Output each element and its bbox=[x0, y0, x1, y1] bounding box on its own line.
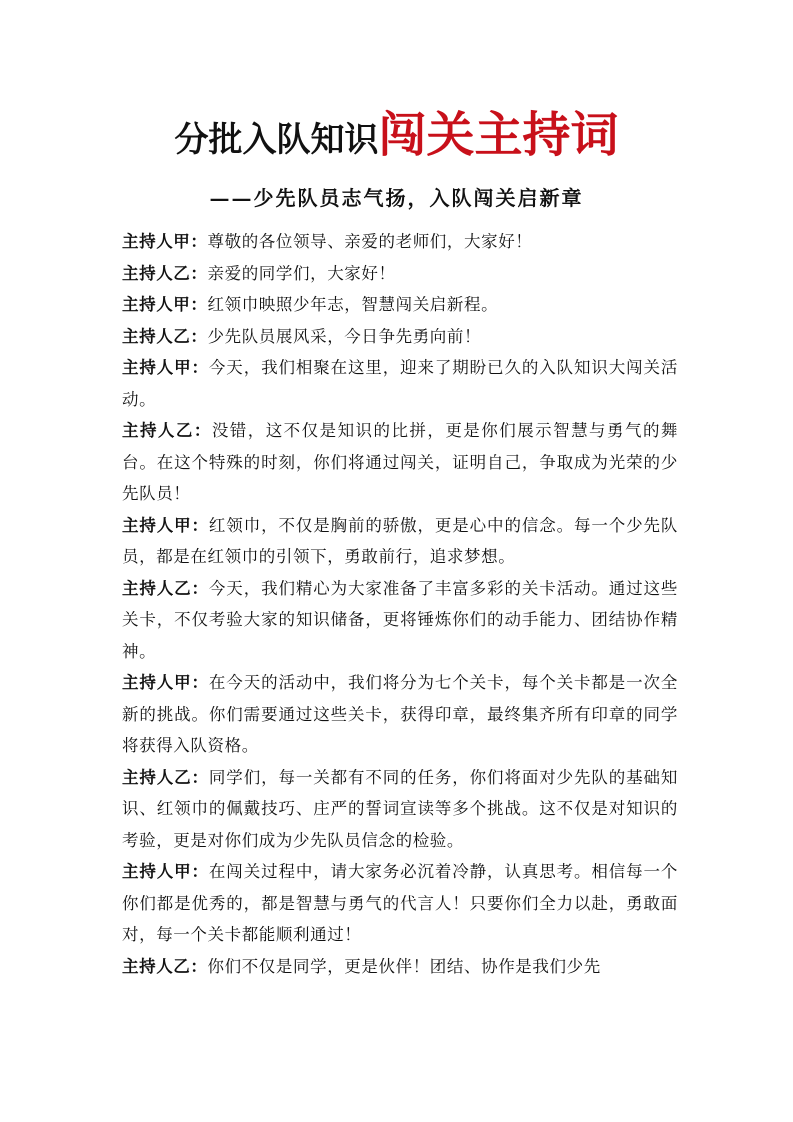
paragraph bbox=[122, 573, 678, 668]
paragraph-text: 尊敬的各位领导、亲爱的老师们，大家好！ bbox=[207, 232, 533, 251]
paragraph bbox=[122, 856, 678, 951]
paragraph-text: 亲爱的同学们，大家好！ bbox=[207, 263, 396, 283]
document-body bbox=[122, 226, 678, 982]
speaker-label: 主持人乙： bbox=[122, 326, 208, 346]
document-subtitle: ——少先队员志气扬，入队闯关启新章 bbox=[209, 186, 584, 210]
paragraph bbox=[122, 258, 678, 290]
paragraph bbox=[122, 321, 678, 353]
speaker-label: 主持人乙： bbox=[122, 956, 208, 976]
paragraph-text: 同学们，每一关都有不同的任务，你们将面对少先队的基础知识、红领巾的佩戴技巧、庄严的誓词宣读等多个挑战。这不仅是对知识的考验，更是对你们成为少先队员信念的检验。 bbox=[122, 767, 678, 850]
paragraph-text: 在今天的活动中，我们将分为七个关卡，每个关卡都是一次全新的挑战。你们需要通过这些关卡，获得印章，最终集齐所有印章的同学将获得入队资格。 bbox=[122, 673, 678, 755]
paragraph-text: 红领巾，不仅是胸前的骄傲，更是心中的信念。每一个少先队员，都是在红领巾的引领下，勇敢前行，追求梦想。 bbox=[122, 515, 678, 566]
paragraph-text: 没错，这不仅是知识的比拼，更是你们展示智慧与勇气的舞台。在这个特殊的时刻，你们将通过闯关，证明自己，争取成为光荣的少先队员！ bbox=[122, 421, 679, 503]
speaker-label: 主持人甲： bbox=[122, 862, 209, 881]
paragraph bbox=[122, 352, 678, 415]
paragraph-text: 今天，我们精心为大家准备了丰富多彩的关卡活动。通过这些关卡，不仅考验大家的知识储备，更将锤炼你们的动手能力、团结协作精神。 bbox=[122, 578, 678, 661]
paragraph bbox=[122, 289, 678, 321]
paragraph-text: 少先队员展风采，今日争先勇向前！ bbox=[207, 326, 482, 346]
paragraph bbox=[122, 510, 678, 573]
paragraph bbox=[122, 415, 678, 510]
paragraph-text: 你们不仅是同学，更是伙伴！团结、协作是我们少先 bbox=[207, 956, 601, 976]
speaker-label: 主持人甲： bbox=[122, 358, 209, 377]
paragraph-text: 今天，我们相聚在这里，迎来了期盼已久的入队知识大闯关活动。 bbox=[122, 358, 678, 409]
speaker-label: 主持人乙： bbox=[122, 263, 208, 283]
title-black-part: 分批入队知识 bbox=[174, 120, 379, 160]
speaker-label: 主持人甲： bbox=[122, 295, 208, 314]
paragraph-text: 红领巾映照少年志，智慧闯关启新程。 bbox=[207, 295, 499, 314]
paragraph bbox=[122, 762, 678, 857]
paragraph bbox=[122, 667, 678, 762]
speaker-label: 主持人甲： bbox=[122, 515, 209, 535]
paragraph-text: 在闯关过程中，请大家务必沉着冷静，认真思考。相信每一个你们都是优秀的，都是智慧与勇气的代言人！只要你们全力以赴，勇敢面对，每一个关卡都能顺利通过！ bbox=[122, 862, 678, 944]
paragraph bbox=[122, 226, 678, 258]
title-red-part: 闯关主持词 bbox=[378, 107, 619, 163]
speaker-label: 主持人乙： bbox=[122, 767, 209, 787]
document-title bbox=[0, 100, 793, 181]
speaker-label: 主持人乙： bbox=[122, 578, 209, 598]
paragraph bbox=[122, 951, 678, 983]
speaker-label: 主持人甲： bbox=[122, 673, 209, 692]
speaker-label: 主持人乙： bbox=[122, 421, 212, 440]
speaker-label: 主持人甲： bbox=[122, 232, 208, 251]
